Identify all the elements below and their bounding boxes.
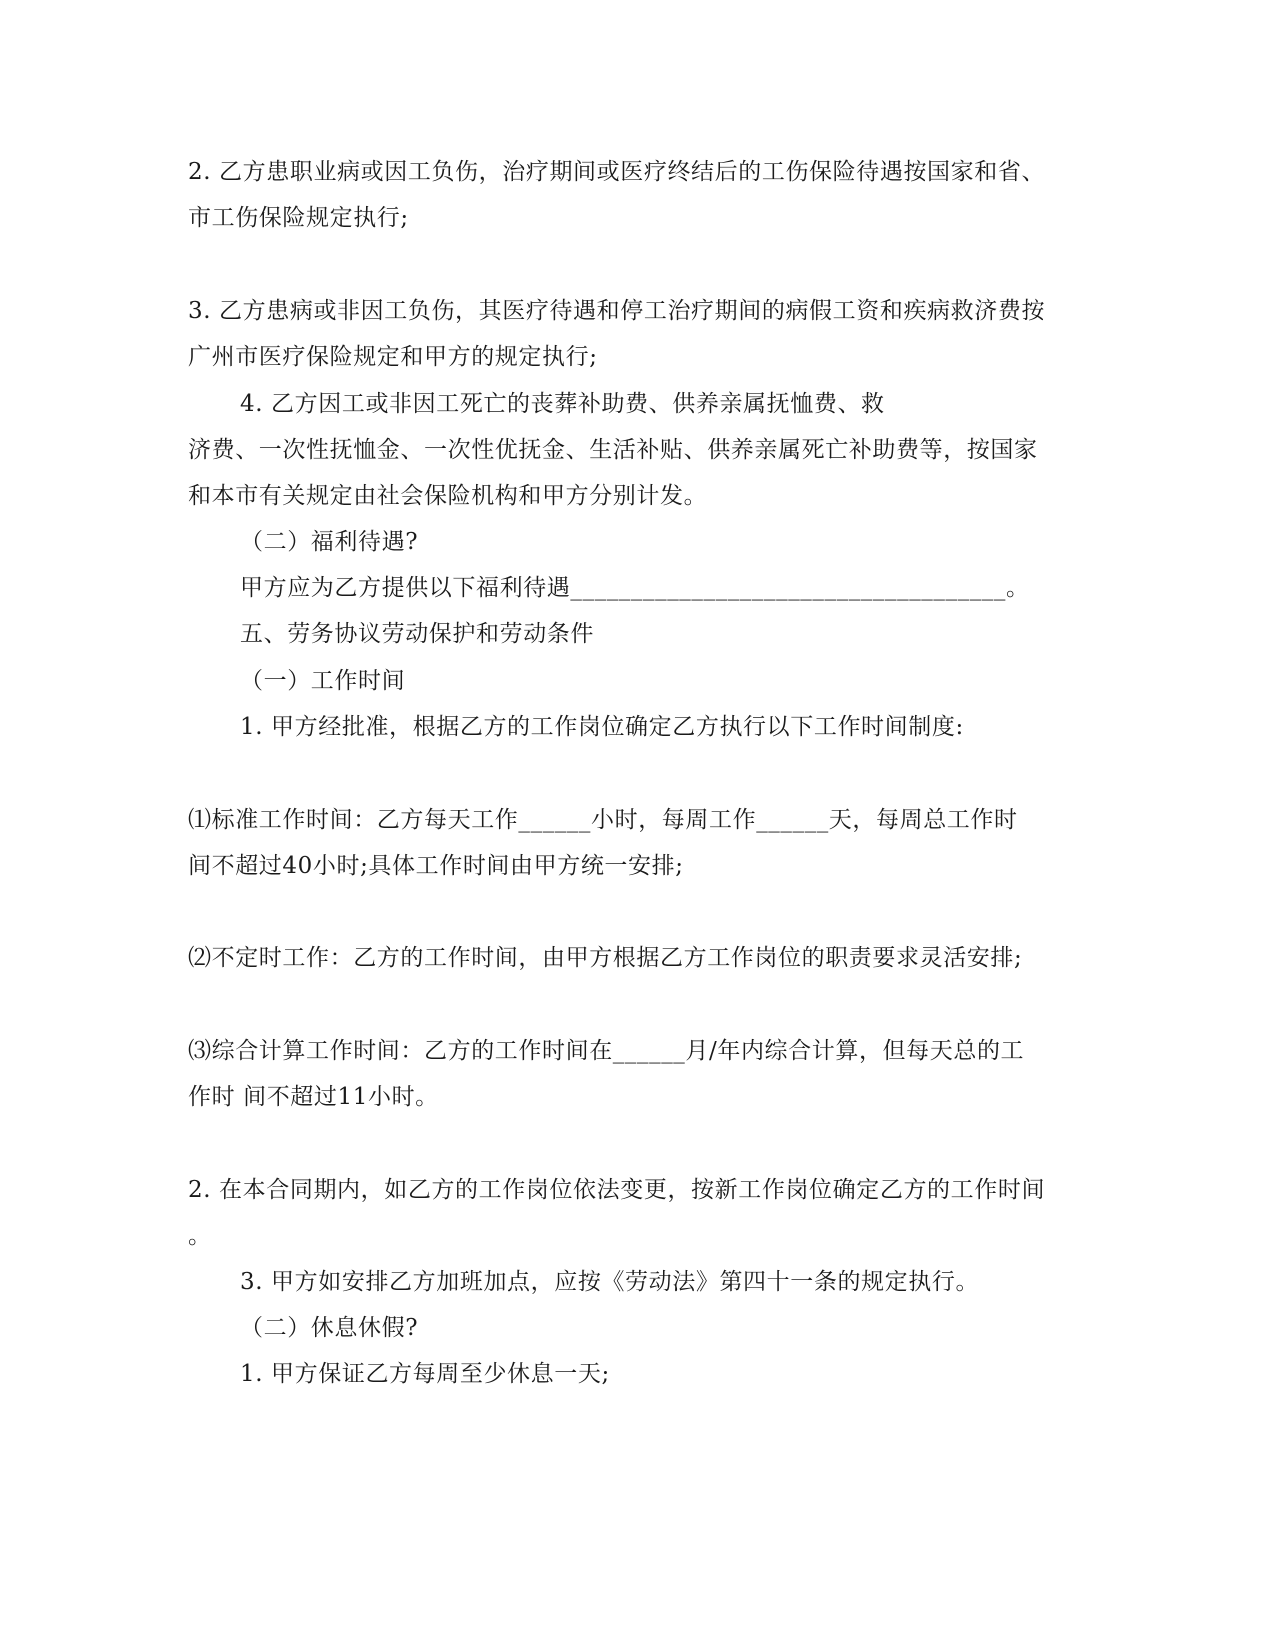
paragraph-line: 2. 在本合同期内，如乙方的工作岗位依法变更，按新工作岗位确定乙方的工作时间: [188, 1177, 1046, 1203]
paragraph-line: 和本市有关规定由社会保险机构和甲方分别计发。: [188, 483, 708, 509]
paragraph-line: 1. 甲方保证乙方每周至少休息一天;: [240, 1361, 610, 1387]
paragraph-line: 作时 间不超过11小时。: [188, 1084, 439, 1110]
paragraph-line: 济费、一次性抚恤金、一次性优抚金、生活补贴、供养亲属死亡补助费等，按国家: [188, 437, 1038, 463]
paragraph-line: 3. 甲方如安排乙方加班加点，应按《劳动法》第四十一条的规定执行。: [240, 1269, 980, 1295]
paragraph-line: ⑵不定时工作：乙方的工作时间，由甲方根据乙方工作岗位的职责要求灵活安排;: [188, 945, 1023, 971]
paragraph-line: ⑴标准工作时间：乙方每天工作______小时，每周工作______天，每周总工作时: [188, 807, 1018, 833]
paragraph-line: 广州市医疗保险规定和甲方的规定执行;: [188, 344, 598, 370]
section-heading: （二）福利待遇?: [240, 529, 419, 555]
paragraph-line: 市工伤保险规定执行;: [188, 205, 409, 231]
paragraph-line: 甲方应为乙方提供以下福利待遇____________________________________。: [240, 575, 1030, 601]
section-heading: （一）工作时间: [240, 668, 406, 694]
paragraph-line: 4. 乙方因工或非因工死亡的丧葬补助费、供养亲属抚恤费、救: [240, 391, 885, 417]
paragraph-line: 间不超过40小时;具体工作时间由甲方统一安排;: [188, 853, 684, 879]
paragraph-line: 2. 乙方患职业病或因工负伤，治疗期间或医疗终结后的工伤保险待遇按国家和省、: [188, 159, 1046, 185]
paragraph-line: ⑶综合计算工作时间：乙方的工作时间在______月/年内综合计算，但每天总的工: [188, 1038, 1025, 1064]
section-heading: 五、劳务协议劳动保护和劳动条件: [240, 621, 594, 647]
paragraph-line: 。: [188, 1223, 212, 1249]
paragraph-line: 1. 甲方经批准，根据乙方的工作岗位确定乙方执行以下工作时间制度:: [240, 714, 964, 740]
section-heading: （二）休息休假?: [240, 1315, 419, 1341]
paragraph-line: 3. 乙方患病或非因工负伤，其医疗待遇和停工治疗期间的病假工资和疾病救济费按: [188, 298, 1046, 324]
